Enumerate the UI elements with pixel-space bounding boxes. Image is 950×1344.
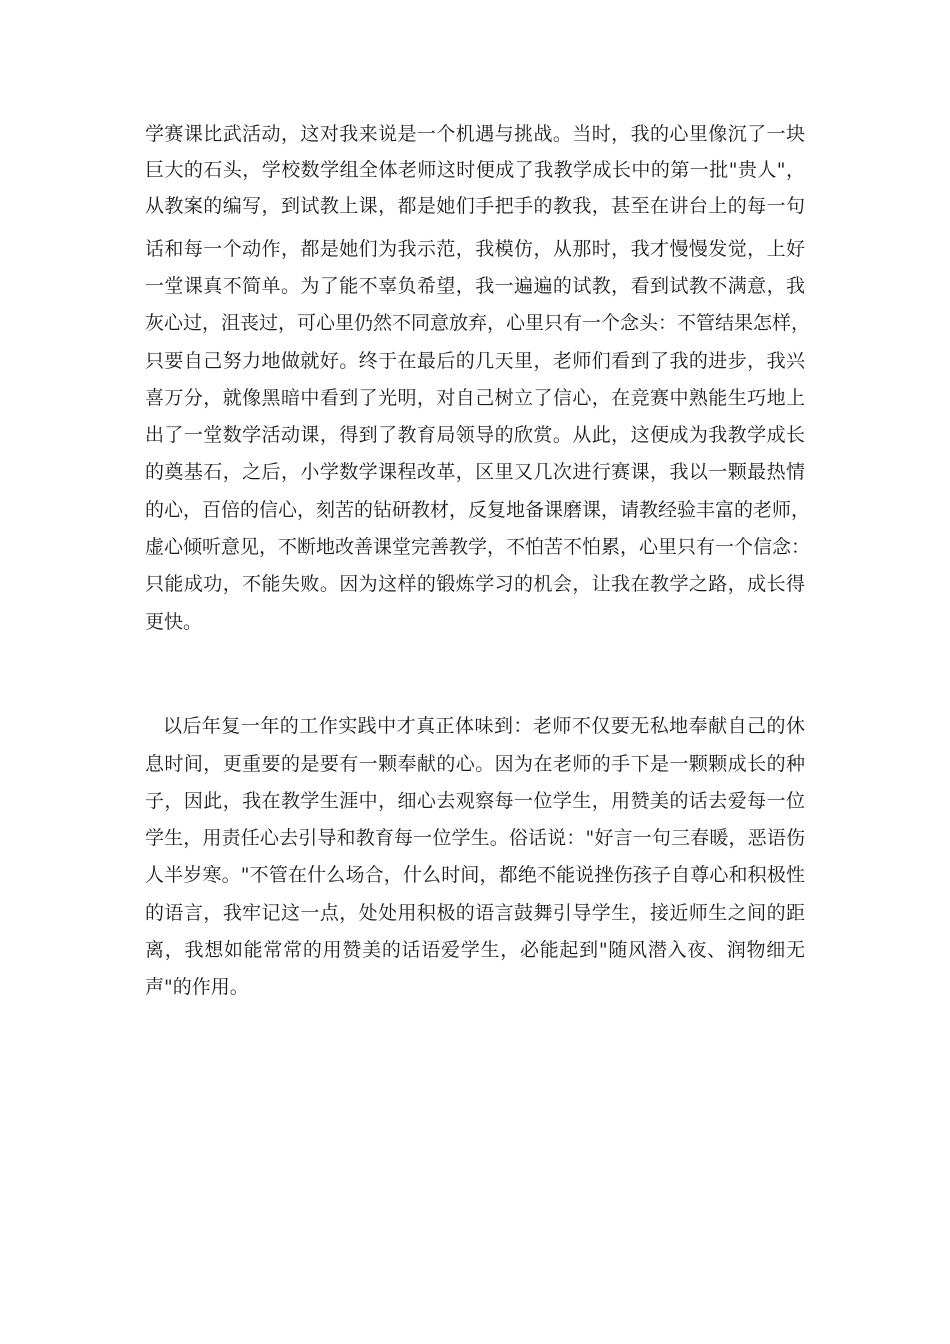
text-line: 更快。: [145, 611, 203, 633]
text-line: 的奠基石，之后，小学数学课程改革，区里又几次进行赛课，我以一颗最热情: [145, 461, 805, 483]
text-line: 虚心倾听意见，不断地改善课堂完善教学，不怕苦不怕累，心里只有一个信念：: [145, 536, 811, 558]
text-line: 巨大的石头，学校数学组全体老师这时便成了我教学成长中的第一批"贵人"，: [145, 159, 805, 181]
text-line: 喜万分，就像黑暗中看到了光明，对自己树立了信心，在竞赛中熟能生巧地上: [145, 387, 805, 409]
text-line: 学赛课比武活动，这对我来说是一个机遇与挑战。当时，我的心里像沉了一块: [145, 123, 805, 145]
text-line: 话和每一个动作，都是她们为我示范，我模仿，从那时，我才慢慢发觉，上好: [145, 238, 805, 260]
text-line: 的语言，我牢记这一点，处处用积极的语言鼓舞引导学生，接近师生之间的距: [145, 902, 805, 924]
text-line: 子，因此，我在教学生涯中，细心去观察每一位学生，用赞美的话去爱每一位: [145, 790, 805, 812]
text-line: 只能成功，不能失败。因为这样的锻炼学习的机会，让我在教学之路，成长得: [145, 573, 805, 595]
text-line: 的心，百倍的信心，刻苦的钻研教材，反复地备课磨课，请教经验丰富的老师，: [145, 499, 811, 521]
text-line: 灰心过，沮丧过，可心里仍然不同意放弃，心里只有一个念头：不管结果怎样，: [145, 312, 811, 334]
text-line: 以后年复一年的工作实践中才真正体味到：老师不仅要无私地奉献自己的休: [163, 715, 805, 737]
text-line: 一堂课真不简单。为了能不辜负希望，我一遍遍的试教，看到试教不满意，我: [145, 275, 805, 297]
text-line: 学生，用责任心去引导和教育每一位学生。俗话说："好言一句三春暖，恶语伤: [145, 827, 805, 849]
text-line: 只要自己努力地做就好。终于在最后的几天里，老师们看到了我的进步，我兴: [145, 350, 805, 372]
text-line: 从教案的编写，到试教上课，都是她们手把手的教我，甚至在讲台上的每一句: [145, 195, 805, 217]
text-line: 出了一堂数学活动课，得到了教育局领导的欣赏。从此，这便成为我教学成长: [145, 424, 805, 446]
text-line: 人半岁寒。"不管在什么场合，什么时间，都绝不能说挫伤孩子自尊心和积极性: [145, 864, 805, 886]
text-line: 离，我想如能常常的用赞美的话语爱学生，必能起到"随风潜入夜、润物细无: [145, 939, 805, 961]
text-line: 声"的作用。: [145, 976, 249, 998]
text-line: 息时间，更重要的是要有一颗奉献的心。因为在老师的手下是一颗颗成长的种: [145, 753, 805, 775]
